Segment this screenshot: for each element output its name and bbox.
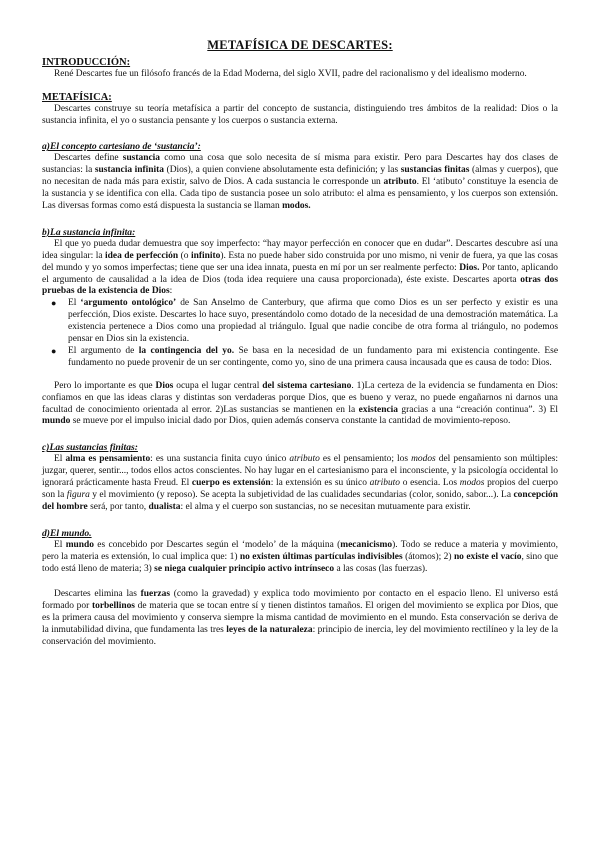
intro-paragraph: René Descartes fue un filósofo francés de la Edad Moderna, del siglo XVII, padre del racionalismo y del idealismo moderno.: [54, 68, 527, 79]
intro-heading: INTRODUCCIÓN:: [42, 56, 131, 68]
section-d-heading: d)El mundo.: [42, 527, 92, 539]
section-c-paragraph: El alma es pensamiento: es una sustancia finita cuyo único atributo es el pensamiento; los modos del pensamiento son múltiples: juzgar, querer, sentir..., todos ellos actos conscientes. No hay lugar en el cartesianismo para el inconsciente, y la psicología occidental lo ignorará prácticamente hasta Freud. El cuerpo es extensión: la extensión es su único atributo o esencia. Los modos propios del cuerpo son la figura y el movimiento (y reposo). Se acepta la subjetividad de las cualidades secundarias (color, sonido, sabor...). La concepción del hombre será, por tanto, dualista: el alma y el cuerpo son sustancias, no se necesitan mutuamente para existir.: [42, 454, 558, 512]
list-item: ● El ‘argumento ontológico’ de San Anselmo de Canterbury, que afirma que como Dios es un ser perfecto y existir es una perfección, Dios existe. Descartes lo hace suyo, presentándolo como dotado de la necesidad de una demostración matemática. La existencia pertenece a Dios como una propiedad al triángulo. Igual que nadie concibe de otra forma al triángulo, no podemos pensar en Dios sin la existencia.: [51, 298, 558, 345]
section-b-heading: b)La sustancia infinita:: [42, 226, 136, 238]
proofs-list: [42, 298, 558, 369]
bullet-icon: ●: [51, 345, 57, 356]
document-title: METAFÍSICA DE DESCARTES:: [207, 38, 393, 52]
document-page: [42, 40, 558, 649]
section-b-paragraph: El que yo pueda dudar demuestra que soy imperfecto: “hay mayor perfección en conocer que en dudar”. Descartes descubre así una idea singular: la idea de perfección (o infinito). Esta no puede haber sido construida por uno mismo, ni venir de fuera, ya que las cosas del mundo y yo somos imperfectas; tiene que ser una idea innata, puesta en mí por un ser realmente perfecto: Dios. Por tanto, aplicando el argumento de causalidad a la idea de Dios (toda idea requiere una causa proporcionada), éste existe. Descartes aporta otras dos pruebas de la existencia de Dios:: [42, 238, 558, 297]
metafisica-heading: METAFÍSICA:: [42, 91, 112, 103]
section-c-heading: c)Las sustancias finitas:: [42, 442, 138, 454]
section-b-paragraph-2: Pero lo importante es que Dios ocupa el lugar central del sistema cartesiano. 1)La certeza de la evidencia se fundamenta en Dios: confiamos en que las ideas claras y distintas son verdaderas porque Dios, que es bueno y veraz, no puede engañarnos ni darnos una facultad de conocimiento orientada al error. 2)Las sustancias se mantienen en la existencia gracias a una “creación continua”. 3) El mundo se mueve por el impulso inicial dado por Dios, quien además conserva constante la cantidad de movimiento-reposo.: [42, 380, 559, 427]
section-a-heading: a)El concepto cartesiano de ‘sustancia’:: [42, 141, 201, 153]
section-a-paragraph: Descartes define sustancia como una cosa que solo necesita de sí misma para existir. Pero para Descartes hay dos clases de sustancias: la sustancia infinita (Dios), a quien conviene absolutamente esta definición; y las sustancias finitas (almas y cuerpos), que no necesitan de nada más para existir, salvo de Dios. A cada sustancia le corresponde un atributo. El ‘atibuto’ constituye la esencia de la sustancia y se identifica con ella. Cada tipo de sustancia posee un solo atributo: el alma es pensamiento, y los cuerpos son extensión. Las diversas formas como está dispuesta la sustancia se llaman modos.: [42, 153, 559, 211]
section-d-paragraph: El mundo es concebido por Descartes según el ‘modelo’ de la máquina (mecanicismo). Todo se reduce a materia y movimiento, pero la materia es extensión, lo cual implica que: 1) no existen últimas partículas indivisibles (átomos); 2) no existe el vacío, sino que todo está lleno de materia; 3) se niega cualquier principio activo intrínseco a las cosas (las fuerzas).: [42, 539, 559, 574]
metafisica-paragraph: Descartes construye su teoría metafísica a partir del concepto de sustancia, distinguiendo tres ámbitos de la realidad: Dios o la sustancia infinita, el yo o sustancia pensante y los cuerpos o sustancia externa.: [42, 103, 558, 126]
bullet-icon: ●: [51, 298, 57, 309]
section-d-paragraph-2: Descartes elimina las fuerzas (como la gravedad) y explica todo movimiento por contacto en el espacio lleno. El universo está formado por torbellinos de materia que se tocan entre sí y tienen distintos tamaños. El origen del movimiento se explica por Dios, que es la primera causa del movimiento y conserva siempre la misma cantidad de movimiento en el mundo. Esta conservación se deriva de la inmutabilidad divina, que fundamenta las tres leyes de la naturaleza: principio de inercia, ley del movimiento rectilíneo y la ley de la conservación del movimiento.: [42, 589, 559, 648]
list-item: ● El argumento de la contingencia del yo. Se basa en la necesidad de un fundamento para mi existencia contingente. Ese fundamento no puede provenir de un ser contingente, como yo, sino de una primera causa incausada que es causa de todo: Dios.: [51, 345, 559, 368]
